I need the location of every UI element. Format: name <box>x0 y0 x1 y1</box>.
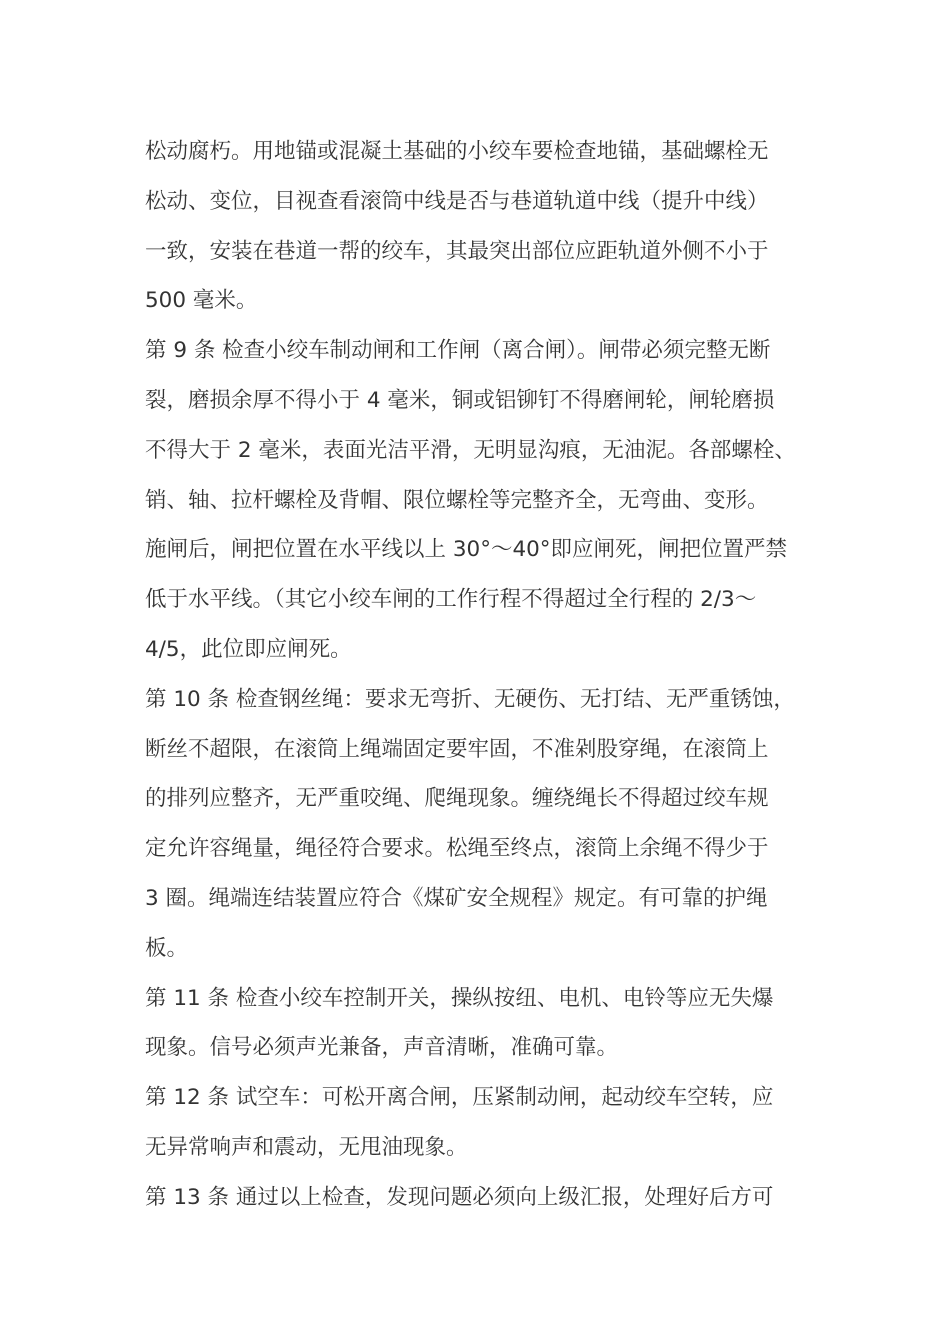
text-line: 无异常响声和震动，无甩油现象。 <box>145 1134 468 1160</box>
text-line: 第 13 条 通过以上检查，发现问题必须向上级汇报，处理好后方可 <box>145 1184 774 1210</box>
text-line: 第 12 条 试空车：可松开离合闸，压紧制动闸，起动绞车空转，应 <box>145 1085 774 1111</box>
document-body <box>145 127 825 1223</box>
text-line: 断丝不超限，在滚筒上绳端固定要牢固，不准剁股穿绳，在滚筒上 <box>145 736 769 762</box>
text-line: 的排列应整齐，无严重咬绳、爬绳现象。缠绕绳长不得超过绞车规 <box>145 786 769 812</box>
text-line: 松动腐朽。用地锚或混凝土基础的小绞车要检查地锚，基础螺栓无 <box>145 139 769 164</box>
text-line: 第 11 条 检查小绞车控制开关，操纵按纽、电机、电铃等应无失爆 <box>145 985 774 1011</box>
text-line: 定允许容绳量，绳径符合要求。松绳至终点，滚筒上余绳不得少于 <box>145 836 769 862</box>
text-line: 4/5，此位即应闸死。 <box>145 636 352 662</box>
text-line: 裂，磨损余厚不得小于 4 毫米，铜或铝铆钉不得磨闸轮，闸轮磨损 <box>145 387 775 413</box>
text-line: 500 毫米。 <box>145 288 258 314</box>
text-line: 施闸后，闸把位置在水平线以上 30°～40°即应闸死，闸把位置严禁 <box>145 537 788 563</box>
text-line: 低于水平线。（其它小绞车闸的工作行程不得超过全行程的 2/3～ <box>145 587 757 613</box>
text-line: 不得大于 2 毫米，表面光洁平滑，无明显沟痕，无油泥。各部螺栓、 <box>145 437 796 463</box>
text-line: 现象。信号必须声光兼备，声音清晰，准确可靠。 <box>145 1035 619 1061</box>
text-line: 一致，安装在巷道一帮的绞车，其最突出部位应距轨道外侧不小于 <box>145 238 769 264</box>
text-line: 松动、变位，目视查看滚筒中线是否与巷道轨道中线（提升中线） <box>145 188 769 214</box>
text-line: 第 9 条 检查小绞车制动闸和工作闸（离合闸）。闸带必须完整无断 <box>145 338 771 364</box>
text-line: 3 圈。绳端连结装置应符合《煤矿安全规程》规定。有可靠的护绳 <box>145 885 768 911</box>
text-line: 销、轴、拉杆螺栓及背帽、限位螺栓等完整齐全，无弯曲、变形。 <box>145 487 769 513</box>
text-line: 第 10 条 检查钢丝绳：要求无弯折、无硬伤、无打结、无严重锈蚀， <box>145 686 795 712</box>
text-line: 板。 <box>145 935 189 961</box>
